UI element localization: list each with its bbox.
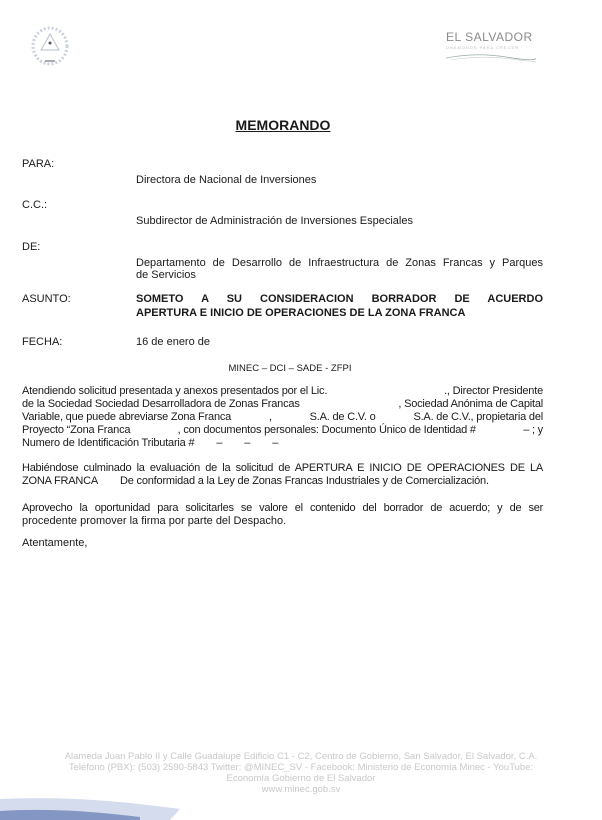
p3-line2: procedente promover la firma por parte del Despacho. [22, 515, 287, 527]
cc-value: Subdirector de Administración de Inversiones Especiales [136, 215, 413, 227]
p1-line2b: , Sociedad Anónima de Capital [398, 398, 543, 410]
p1-line5b: – [216, 437, 223, 449]
para-label: PARA: [22, 158, 55, 170]
fecha-value: 16 de enero de [136, 336, 211, 348]
footer-contacts-2: Economía Gobierno de El Salvador [226, 773, 376, 784]
de-label: DE: [22, 241, 41, 253]
p1-line3d: S.A. de C.V., propietaria del [413, 411, 543, 423]
p1-line5c: – [244, 437, 251, 449]
p2-line2b: De conformidad a la Ley de Zonas Francas Industriales y de Comercialización. [120, 475, 489, 487]
p3-line1: Aprovecho la oportunidad para solicitarles se valore el contenido del borrador de acuerdo; y de ser [22, 502, 543, 514]
p1-line4b: , con documentos personales: Documento Único de Identidad # [177, 424, 476, 436]
footer-website: www.minec.gob.sv [261, 784, 341, 795]
p1-line2a: de la Sociedad Sociedad Desarrolladora de Zonas Francas [22, 398, 300, 410]
asunto-line2: APERTURA E INICIO DE OPERACIONES DE LA ZONA FRANCA [136, 307, 466, 319]
closing: Atentamente, [22, 537, 88, 549]
p1-line4c: – ; y [523, 424, 543, 436]
p1-line3 [22, 411, 543, 424]
p1-line3a: Variable, que puede abreviarse Zona Franca [22, 411, 232, 423]
cc-label: C.C.: [22, 199, 48, 211]
p2-line2a: ZONA FRANCA [22, 475, 99, 487]
reference-code: MINEC – DCI – SADE - ZFPI [228, 363, 352, 374]
p1-line4 [22, 424, 543, 437]
de-value-line1: Departamento de Desarrollo de Infraestructura de Zonas Francas y Parques [136, 257, 543, 269]
p1-line5d: – [272, 437, 279, 449]
p1-line1 [22, 385, 543, 398]
footer-address: Alameda Juan Pablo II y Calle Guadalupe Edificio C1 - C2, Centro de Gobierno, San Salvador, El Salvador, C.A. [64, 751, 538, 762]
memo-title: MEMORANDO [235, 117, 331, 133]
p1-line2 [22, 398, 543, 411]
asunto-label: ASUNTO: [22, 293, 71, 305]
el-salvador-logo: EL SALVADOR UNÁMONOS PARA CRECER [446, 30, 536, 70]
p1-line3c: S.A. de C.V. o [309, 411, 376, 423]
fecha-label: FECHA: [22, 336, 63, 348]
p2-line1: Habiéndose culminado la evaluación de la solicitud de APERTURA E INICIO DE OPERACIONES DE LA [22, 462, 543, 474]
asunto-line1: SOMETO A SU CONSIDERACION BORRADOR DE ACUERDO [136, 293, 543, 305]
p1-line5a: Numero de Identificación Tributaria # [22, 437, 195, 449]
footer-wave-decoration [0, 795, 602, 820]
national-seal-icon [28, 20, 72, 68]
p2-line2 [22, 475, 543, 488]
footer-contacts: Teléfono (PBX): (503) 2590-5843 Twitter: @MINEC_SV - Facebook: Ministerio de Economía Minec - YouTube: [68, 762, 534, 773]
p1-line5 [22, 437, 543, 450]
para-value: Directora de Nacional de Inversiones [136, 174, 317, 186]
de-value-line2: de Servicios [136, 269, 196, 281]
p1-line1a: Atendiendo solicitud presentada y anexos presentados por el Lic. [22, 385, 328, 397]
p1-line4a: Proyecto “Zona Franca [22, 424, 131, 436]
p1-line3b: , [268, 411, 272, 423]
p1-line1b: ., Director Presidente [444, 385, 543, 397]
